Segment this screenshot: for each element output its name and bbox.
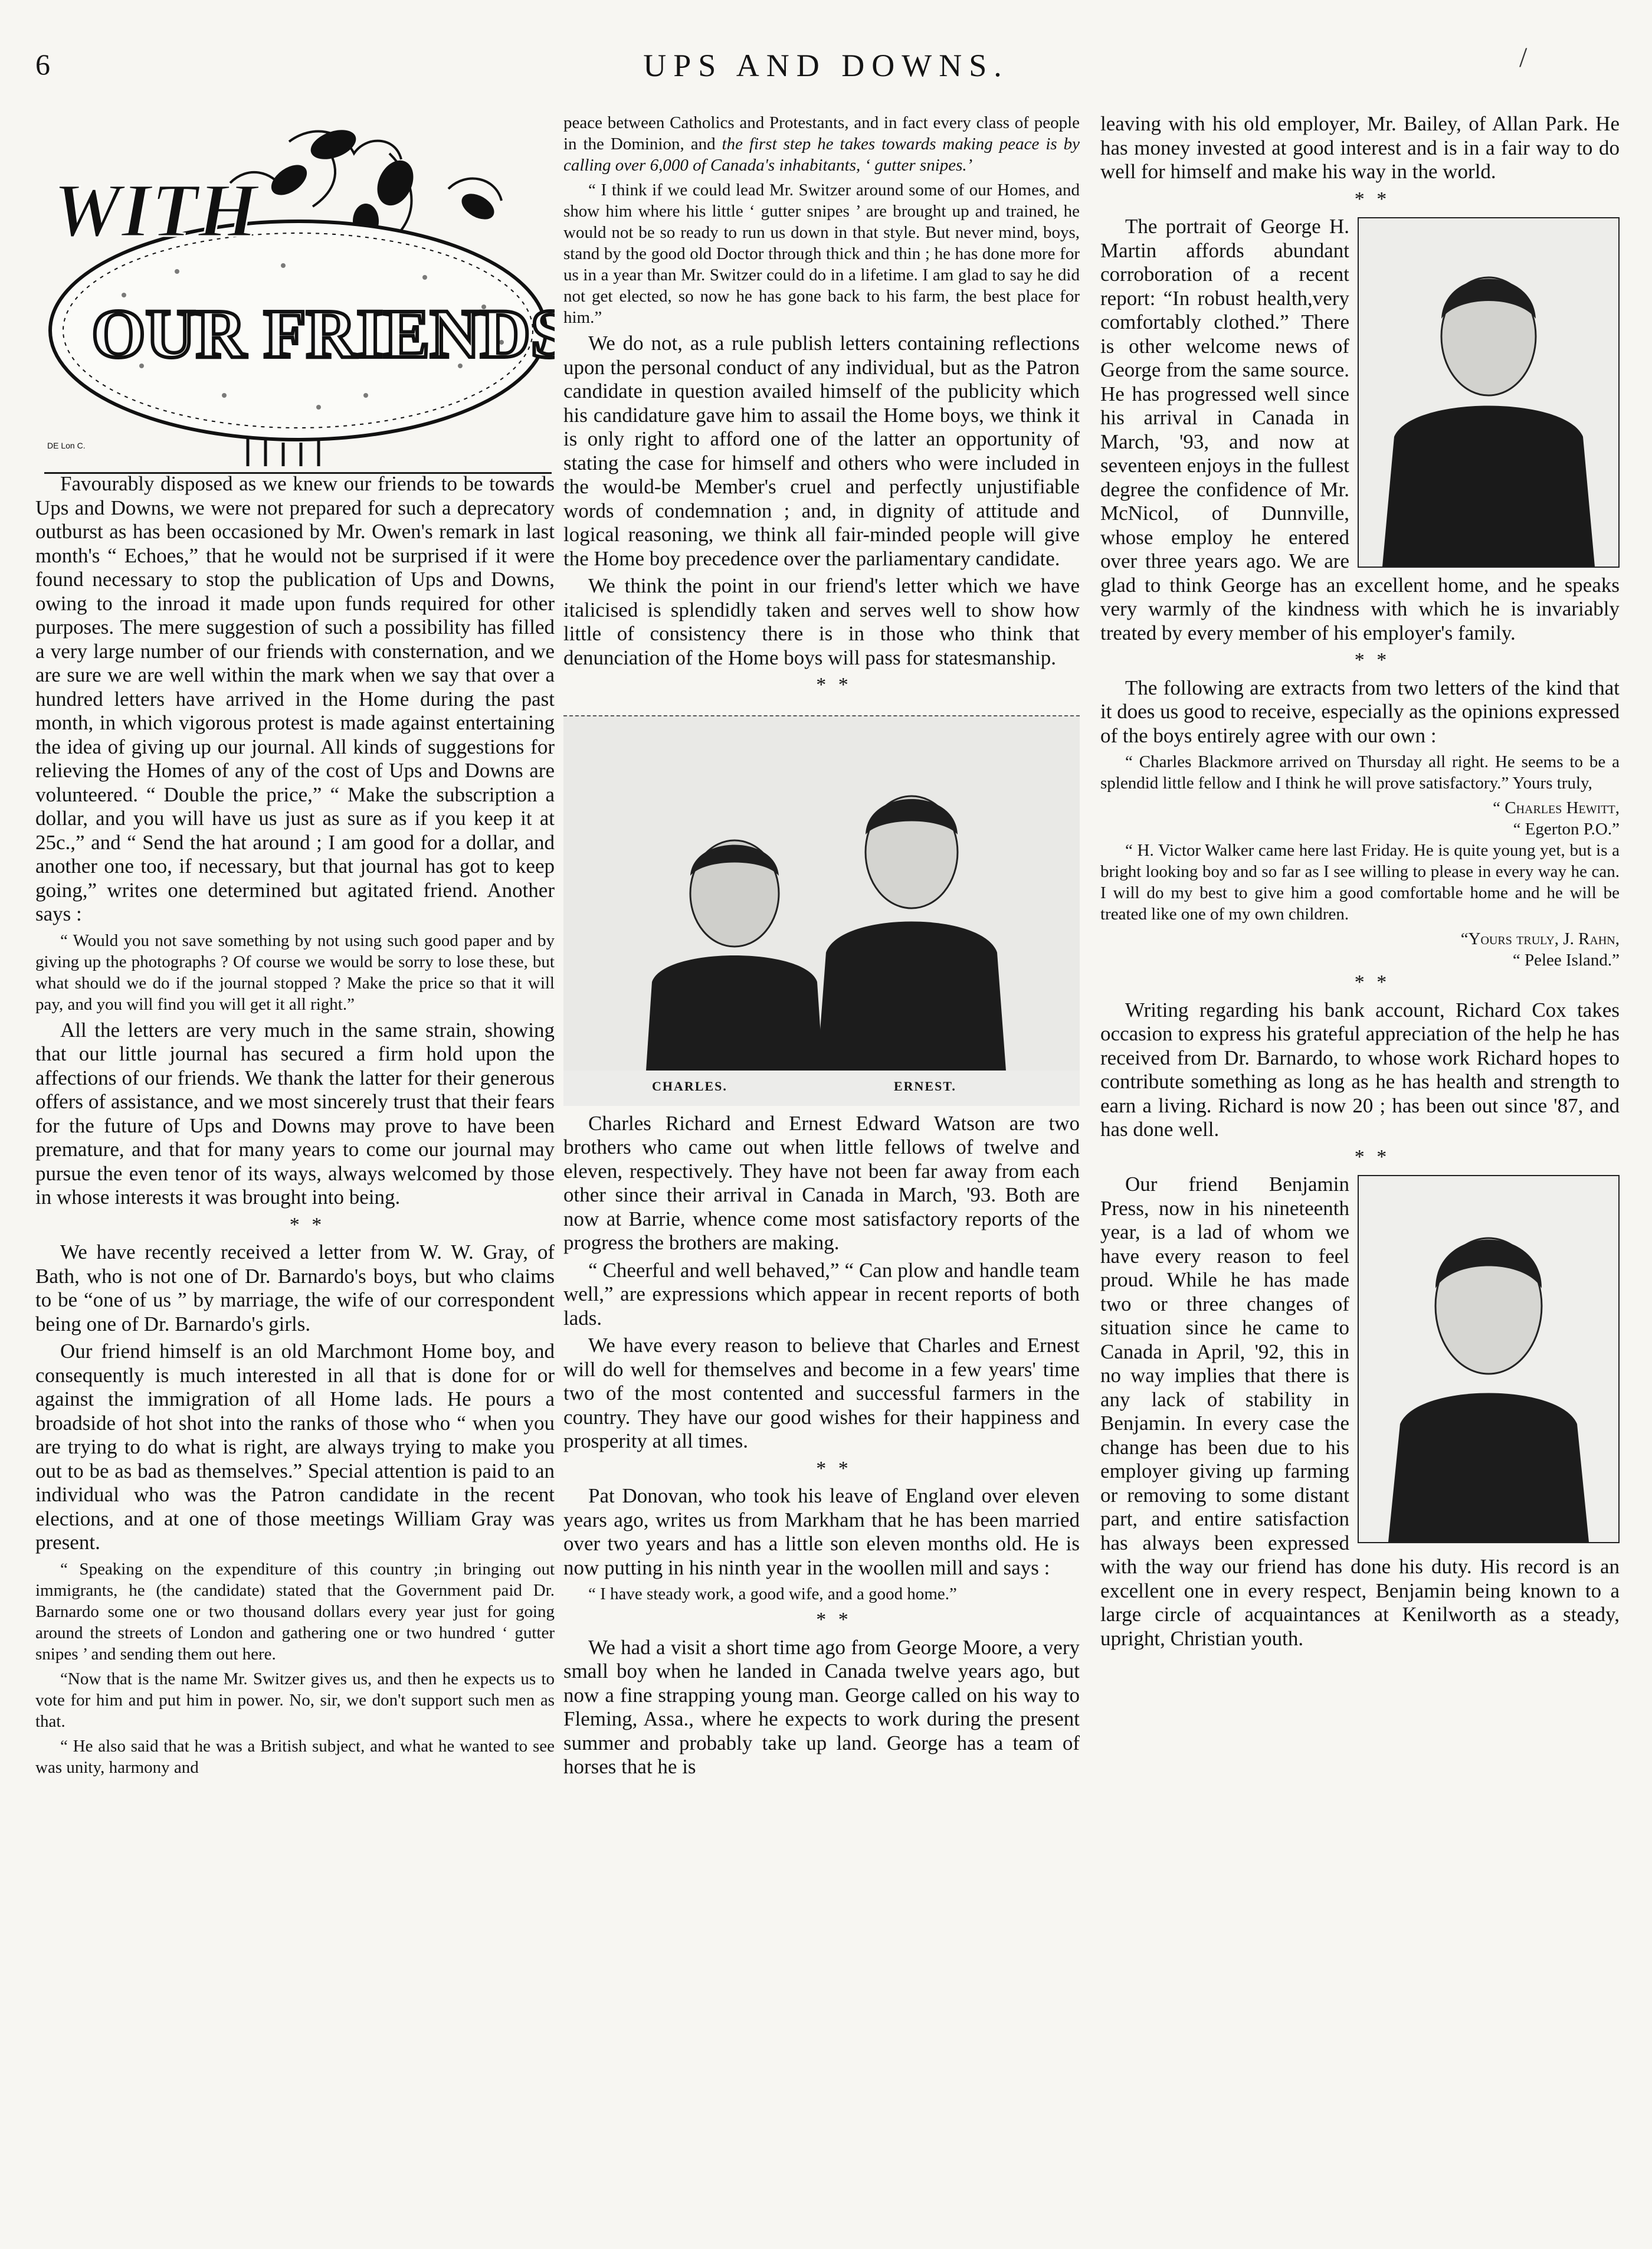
masthead-engraver: DE Lon C. [47,441,86,450]
paragraph: Favourably disposed as we knew our friends to be towards Ups and Downs, we were not prepared for such a deprecatory outburst as has been occasioned by Mr. Owen's remark in last month's “ Echoes,” that he would not be surprised if it were found necessary to stop the publication of Ups and Downs, owing to the inroad it made upon funds required for other purposes. The mere suggestion of such a possibility has filled a very large number of our friends with consternation, and we are sure we are well within the mark when we say that over a hundred letters have arrived in the Home during the past month, in which vigorous protest is made against entertaining the idea of giving up our journal. All kinds of suggestions for relieving the Homes of any of the cost of Ups and Downs are volunteered. “ Double the price,” “ Make the subscription a dollar, and you will have us just as sure as if you keep it at 25c.,” and “ Send the hat around ; I am good for a dollar, and another one too, if necessary, but that journal has got to keep going,” writes one determined but agitated friend. Another says : [35,472,555,925]
signature: “ Pelee Island.” [1512,951,1620,970]
journal-title: UPS AND DOWNS. [643,48,1009,83]
paragraph: Our friend Benjamin Press, now in his nineteenth year, is a lad of whom we have every reason to feel proud. While he has made two or three changes of situation since he came to Canada in April, '92, this in no way implies that there is any lack of stability in Benjamin. In every case the change has been due to his employer giving up farming or removing to some distant part, and entire satisfaction has always been expressed with the way our friend has done his duty. His record is an excellent one in every respect, Benjamin being known to a large circle of acquaintances at Kenilworth as a steady, upright, Christian youth. [1100,1173,1620,1650]
paragraph: We have every reason to believe that Charles and Ernest will do well for themselves and become in a few years' time two of the most contented and successful farmers in the country. They have our good wishes for their happiness and prosperity at all times. [563,1334,1080,1452]
section-separator: * * [816,1457,852,1479]
quote: “ He also said that he was a British subject, and what he wanted to see was unity, harmony and [35,1736,555,1777]
quote: “ I have steady work, a good wife, and a good home.” [588,1585,957,1603]
quote: “ Charles Blackmore arrived on Thursday all right. He seems to be a splendid little fellow and I think he will prove satisfactory.” Yours truly, [1100,752,1620,793]
paragraph: Our friend himself is an old Marchmont Home boy, and consequently is much interested in all that is done for or against the immigration of all Home lads. He pours a broadside of hot shot into the ranks of those who “ when you are trying to do what is right, are always trying to make you out to be as bad as themselves.” Special attention is paid to an individual who was the Patron candidate in the recent elections, and at one of those meetings William Gray was present. [35,1340,555,1554]
benjamin-press-photo-image [1359,1176,1618,1542]
pen-mark: / [1519,42,1528,73]
page-number: 6 [35,48,50,81]
with-our-friends-masthead [35,118,555,466]
brothers-photo-image [563,716,1080,1071]
section-separator: * * [289,1213,326,1236]
section-separator: * * [1354,649,1391,671]
paragraph: “ Cheerful and well behaved,” “ Can plow and handle team well,” are expressions which appear in recent reports of both lads. [563,1258,1080,1330]
quote: “ I think if we could lead Mr. Switzer around some of our Homes, and show him where his little ‘ gutter snipes ’ are brought up and trained, he would not be so ready to run us down in that style. But never mind, boys, stand by the good old Doctor through thick and thin ; he has done more for us in a year than Mr. Switzer could do in a lifetime. I am glad to say he did not get elected, so now he has gone back to his farm, the best place for him.” [563,181,1080,327]
quote: “Now that is the name Mr. Switzer gives us, and then he expects us to vote for him and put him in power. No, sir, we don't support such men as that. [35,1669,555,1731]
photo-caption-ernest: ERNEST. [894,1079,956,1094]
quote: “ Speaking on the expenditure of this country ;in bringing out immigrants, he (the candidate) stated that the Government paid Dr. Barnardo some one or two thousand dollars every year just for going around the streets of London and gathering one or two hundred ‘ gutter snipes ’ and sending them out here. [35,1559,555,1664]
signature: “ Charles Hewitt, [1493,798,1620,817]
quote: “ H. Victor Walker came here last Friday. He is quite young yet, but is a bright looking boy and so far as I see willing to please in every way he can. I will do my best to give him a good comfortable home and he will be treated like one of my own children. [1100,841,1620,924]
paragraph: leaving with his old employer, Mr. Bailey, of Allan Park. He has money invested at good interest and is in a fair way to do well for himself and make his way in the world. [1100,112,1620,183]
section-separator: * * [1354,1145,1391,1168]
masthead-illustration [35,118,555,466]
quote-text: peace between Catholics and Protestants, and in fact every class of people in the Dominion, and [563,113,1080,153]
section-separator: * * [816,674,852,696]
section-separator: * * [816,1609,852,1631]
george-martin-photo-image [1359,218,1618,567]
paragraph: Pat Donovan, who took his leave of England over eleven years ago, writes us from Markham that he has been married over two years and has a little son eleven months old. He is now putting in his ninth year in the woollen mill and says : [563,1484,1080,1579]
paragraph: Writing regarding his bank account, Richard Cox takes occasion to express his grateful appreciation of the help he has received from Dr. Barnardo, to whose work Richard hopes to contribute something as long as he has health and strength to earn a living. Richard is now 20 ; has been out since '87, and has done well. [1100,998,1620,1141]
column-1 [35,472,555,1782]
quote [563,112,1080,176]
paragraph: We had a visit a short time ago from George Moore, a very small boy when he landed in Canada twelve years ago, but now a fine strapping young man. George called on his way to Fleming, Assa., where he expects to work during the present summer and probably take up land. George has a team of horses that he is [563,1635,1080,1778]
signature: “ Egerton P.O.” [1513,820,1620,839]
paragraph: The following are extracts from two letters of the kind that it does us good to receive, especially as the opinions expressed of the boys entirely agree with our own : [1100,676,1620,747]
section-separator: * * [1354,188,1391,210]
paragraph: We do not, as a rule publish letters containing reflections upon the personal conduct of any individual, but as the Patron candidate in question availed himself of the publicity which his candidature gave him to assail the Home boys, we think it is only right to afford one of the latter an opportunity of stating the case for himself and others who were included in the would-be Member's cruel and perfectly unjustifiable words of condemnation ; and, in dignity of attitude and logical reasoning, we think all fair-minded people will give the Home boy precedence over the parliamentary candidate. [563,332,1080,570]
masthead-word-with: WITH [53,168,258,253]
section-separator: * * [1354,971,1391,993]
photo-caption-charles: CHARLES. [652,1079,727,1094]
paragraph: We have recently received a letter from W. W. Gray, of Bath, who is not one of Dr. Barnardo's boys, but who claims to be “one of us ” by marriage, the wife of our correspondent being one of Dr. Barnardo's girls. [35,1240,555,1335]
paragraph: All the letters are very much in the same strain, showing that our little journal has secured a firm hold upon the affections of our friends. We thank the latter for their generous offers of assistance, and we most sincerely trust that their fears for the future of Ups and Downs may prove to have been premature, and that for many years to come our journal may pursue the even tenor of its ways, always welcomed by those in whose interests it was brought into being. [35,1018,555,1209]
italicised-quote-text: the first step he takes towards making peace is by calling over 6,000 of Canada's inhabitants, ‘ gutter snipes.’ [563,135,1080,175]
column-3 [1100,112,1620,1654]
photo-charles-and-ernest [563,715,1080,1106]
signature: “Yours truly, J. Rahn, [1460,929,1620,948]
paragraph: We think the point in our friend's letter which we have italicised is splendidly taken and serves well to show how little of consistency there is in those who think that denunciation of the Home boys will pass for statesmanship. [563,574,1080,669]
photo-george-martin [1358,217,1620,568]
column-2 [563,112,1080,1783]
photo-benjamin-press [1358,1175,1620,1543]
masthead-word-our-friends: OUR FRIENDS [91,295,555,372]
quote: “ Would you not save something by not using such good paper and by giving up the photographs ? Of course we would be sorry to lose these, but what should we do if the journal stopped ? Make the price so that it will pay, and you will find you will get it all right.” [35,931,555,1014]
paragraph: The portrait of George H. Martin affords abundant corroboration of a recent report: “In robust health,very comfortably clothed.” There is other welcome news of George from the same source. He has progressed well since his arrival in Canada in March, '93, and now at seventeen enjoys in the fullest degree the confidence of Mr. McNicol, of Dunnville, whose employ he entered over three years ago. We are glad to think George has an excellent home, and he speaks very warmly of the kindness with which he is invariably treated by every member of his employer's family. [1100,215,1620,644]
paragraph: Charles Richard and Ernest Edward Watson are two brothers who came out when little fellows of twelve and eleven, respectively. They have not been far away from each other since their arrival in Canada in March, '93. Both are now at Barrie, whence come most satisfactory reports of the progress the brothers are making. [563,1111,1080,1254]
